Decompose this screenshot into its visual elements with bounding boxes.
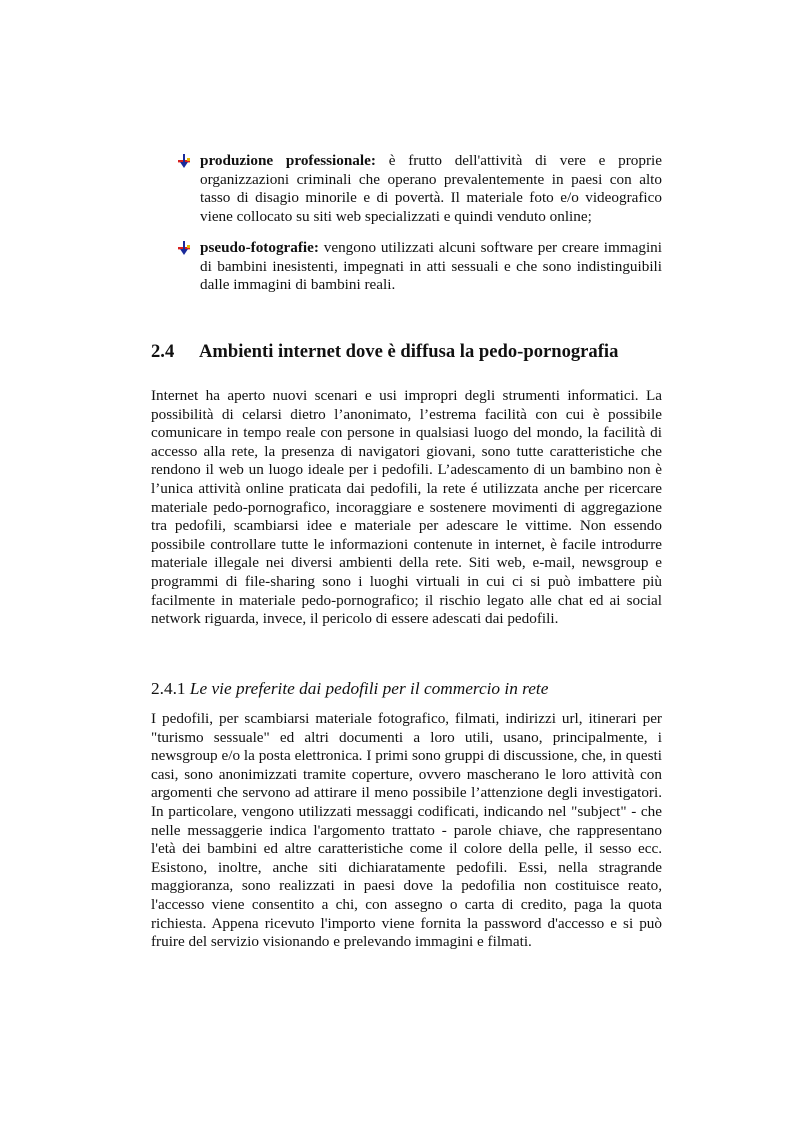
- subsection-number: 2.4.1: [151, 679, 186, 698]
- bullet-term: produzione professionale:: [200, 152, 376, 169]
- subsection-paragraph: I pedofili, per scambiarsi materiale fotografico, filmati, indirizzi url, itinerari per "turismo sessuale" ed altri documenti a loro utili, usano, principalmente, i newsgroup e/o la posta elettronica. I primi sono gruppi di discussione, che, in questi casi, sono anonimizzati tramite coperture, ovvero mascherano le loro attività con argomenti che servono ad attirare il meno possibile l’attenzione degli investigatori. In particolare, vengono utilizzati messaggi codificati, indicando nel "subject" - che nelle messaggerie indica l'argomento trattato - parole chiave, che rappresentano l'età dei bambini ed altre caratteristiche come il colore della pelle, il sesso ecc. Esistono, inoltre, anche siti dichiaratamente pedofili. Essi, nella stragrande maggioranza, sono realizzati in paesi dove la pedofilia non costituisce reato, l'accesso viene consentito a chi, con assegno o carta di credito, paga la quota richiesta. Appena ricevuto l'importo viene fornita la password d'accesso e si può fruire del servizio visionando e prelevando immagini e filmati.: [151, 710, 662, 951]
- bullet-item-produzione-professionale: [176, 152, 662, 226]
- bullet-description: vengono utilizzati alcuni software per creare immagini di bambini inesistenti, impegnati in atti sessuali e che sono indistinguibili dalle immagini di bambini reali.: [200, 239, 662, 294]
- section-heading: [151, 340, 618, 364]
- arrow-bullet-icon: [176, 153, 192, 169]
- section-paragraph: Internet ha aperto nuovi scenari e usi impropri degli strumenti informatici. La possibilità di celarsi dietro l’anonimato, l’estrema facilità con cui è possibile comunicare in tempo reale con persone in qualsiasi luogo del mondo, la facilità di accesso alla rete, la presenza di navigatori giovani, sono tutte caratteristiche che rendono il web un luogo ideale per i pedofili. L’adescamento di un bambino non è l’unica attività online praticata dai pedofili, la rete é utilizzata anche per ricercare materiale pedo-pornografico, incoraggiare e sostenere movimenti di aggregazione tra pedofili, scambiarsi idee e materiale per adescare le vittime. Non essendo possibile controllare tutte le informazioni contenute in internet, è facile introdurre materiale illegale nei diversi ambienti della rete. Siti web, e-mail, newsgroup e programmi di file-sharing sono i luoghi virtuali in cui ci si può imbattere più facilmente in materiale pedo-pornografico; il rischio legato alle chat ed ai social network riguarda, invece, il pericolo di essere adescati dai pedofili.: [151, 387, 662, 628]
- section-title: Ambienti internet dove è diffusa la pedo-pornografia: [199, 341, 619, 362]
- arrow-bullet-icon: [176, 240, 192, 256]
- section-number: 2.4: [151, 341, 175, 362]
- subsection-title: Le vie preferite dai pedofili per il commercio in rete: [189, 679, 549, 698]
- bullet-description: è frutto dell'attività di vere e proprie organizzazioni criminali che operano prevalentemente in paesi con alto tasso di disagio minorile e di povertà. Il materiale foto e/o videografico viene collocato su siti web specializzati e quindi venduto online;: [200, 152, 663, 225]
- bullet-term: pseudo-fotografie:: [200, 239, 319, 256]
- bullet-text: [200, 239, 662, 295]
- subsection-heading: [151, 678, 548, 700]
- bullet-text: [200, 152, 662, 226]
- bullet-item-pseudo-fotografie: [176, 239, 662, 295]
